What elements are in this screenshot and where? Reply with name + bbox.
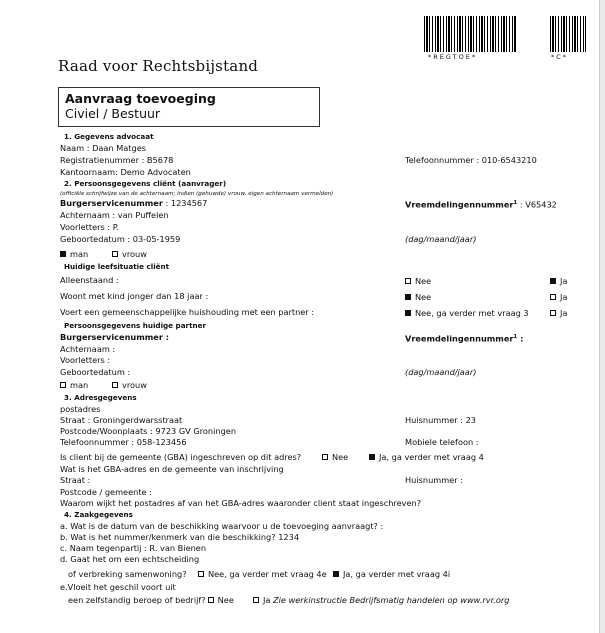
- gba-postcode: Postcode / gemeente :: [60, 487, 152, 497]
- adres-straat: Straat : Groningerdwarsstraat: [60, 415, 183, 425]
- checkbox-bedrijf-ja[interactable]: [253, 597, 259, 603]
- zaak-b: b. Wat is het nummer/kenmerk van die beschikking? 1234: [60, 532, 300, 542]
- section1-heading: 1. Gegevens advocaat: [64, 132, 154, 141]
- alleenstaand-ja[interactable]: Ja: [550, 276, 567, 286]
- title-box: [58, 87, 320, 127]
- form-subtitle: Civiel / Bestuur: [65, 106, 161, 121]
- checkbox-kind-nee[interactable]: [405, 294, 411, 300]
- partner-date-format: (dag/maand/jaar): [405, 367, 477, 377]
- gba-straat: Straat :: [60, 475, 91, 485]
- checkbox-gba-nee[interactable]: [322, 454, 328, 460]
- adres-postcode: Postcode/Woonplaats : 9723 GV Groningen: [60, 426, 237, 436]
- kind-label: Woont met kind jonger dan 18 jaar :: [60, 291, 209, 301]
- partner-ja[interactable]: Ja: [550, 308, 567, 318]
- form-title: Aanvraag toevoeging: [65, 91, 216, 106]
- zaak-d2: of verbreking samenwoning?: [68, 569, 187, 579]
- gba-question: Is client bij de gemeente (GBA) ingeschreven op dit adres?: [60, 452, 302, 462]
- advocaat-naam: Naam : Daan Matges: [60, 143, 147, 153]
- postadres-label: postadres: [60, 404, 101, 414]
- section2-note: (officiële schrijfwijze van de achternaam; indien (gehuwde) vrouw, eigen achternaam vermelden): [60, 191, 334, 197]
- adres-telefoon: Telefoonnummer : 058-123456: [60, 437, 187, 447]
- zaak-d-nee[interactable]: Nee, ga verder met vraag 4e: [198, 569, 327, 579]
- gba-ja[interactable]: Ja, ga verder met vraag 4: [369, 452, 484, 462]
- partner-achternaam: Achternaam :: [60, 344, 116, 354]
- checkbox-partner-nee[interactable]: [405, 310, 411, 316]
- checkbox-echtscheiding-ja[interactable]: [333, 571, 339, 577]
- partner-voorletters: Voorletters :: [60, 355, 111, 365]
- checkbox-vrouw[interactable]: [112, 251, 118, 257]
- advocaat-kantoor: Kantoornaam: Demo Advocaten: [60, 167, 191, 177]
- barcode-right: [550, 14, 586, 52]
- checkbox-echtscheiding-nee[interactable]: [198, 571, 204, 577]
- gba-nee[interactable]: Nee: [322, 452, 348, 462]
- barcode-right-caption: *C*: [551, 53, 569, 61]
- checkbox-alleenstaand-ja[interactable]: [550, 278, 556, 284]
- partner-bsn: Burgerservicenummer :: [60, 332, 170, 342]
- barcode-left: [424, 14, 516, 52]
- kind-ja[interactable]: Ja: [550, 292, 567, 302]
- partner-vreemdelingennummer: Vreemdelingennummer$^1$ :: [405, 333, 524, 344]
- client-bsn: Burgerservicenummer : 1234567: [60, 198, 208, 208]
- checkbox-partner-ja[interactable]: [550, 310, 556, 316]
- partner-gender-man[interactable]: man: [60, 380, 88, 390]
- client-gender-vrouw[interactable]: vrouw: [112, 249, 147, 259]
- zaak-a: a. Wat is de datum van de beschikking waarvoor u de toevoeging aanvraagt? :: [60, 521, 384, 531]
- adres-huisnummer: Huisnummer : 23: [405, 415, 477, 425]
- partner-geboortedatum: Geboortedatum :: [60, 367, 131, 377]
- partner-nee[interactable]: Nee, ga verder met vraag 3: [405, 308, 529, 318]
- zaak-e2: een zelfstandig beroep of bedrijf? Nee: [68, 595, 234, 605]
- section2-heading: 2. Persoonsgegevens cliënt (aanvrager): [64, 179, 227, 188]
- advocaat-telefoon: Telefoonnummer : 010-6543210: [405, 155, 537, 165]
- gba-huisnummer: Huisnummer :: [405, 475, 463, 485]
- checkbox-man[interactable]: [60, 251, 66, 257]
- logo: Raad voor Rechtsbijstand: [58, 57, 259, 75]
- client-vreemdelingennummer: Vreemdelingennummer$^1$ : V65432: [405, 199, 557, 210]
- checkbox-gba-ja[interactable]: [369, 454, 375, 460]
- checkbox-kind-ja[interactable]: [550, 294, 556, 300]
- zaak-d: d. Gaat het om een echtscheiding: [60, 554, 200, 564]
- alleenstaand-label: Alleenstaand :: [60, 275, 119, 285]
- partner-heading: Persoonsgegevens huidige partner: [64, 321, 207, 330]
- kind-nee[interactable]: Nee: [405, 292, 431, 302]
- gba-waarom: Waarom wijkt het postadres af van het GBA-adres waaronder client staat ingeschreven?: [60, 498, 422, 508]
- checkbox-alleenstaand-nee[interactable]: [405, 278, 411, 284]
- partner-gender-vrouw[interactable]: vrouw: [112, 380, 147, 390]
- zaak-d-ja[interactable]: Ja, ga verder met vraag 4i: [333, 569, 450, 579]
- barcode-left-caption: *REGTOE*: [428, 53, 478, 61]
- client-achternaam: Achternaam : van Puffelen: [60, 210, 169, 220]
- client-date-format: (dag/maand/jaar): [405, 234, 477, 244]
- adres-mobiel: Mobiele telefoon :: [405, 437, 479, 447]
- partner-label: Voert een gemeenschappelijke huishouding met een partner :: [60, 307, 315, 317]
- checkbox-partner-vrouw[interactable]: [112, 382, 118, 388]
- werkinstructie-link[interactable]: Zie werkinstructie Bedrijfsmatig handelen op www.rvr.org: [273, 595, 510, 605]
- advocaat-registratie: Registratienummer : B5678: [60, 155, 174, 165]
- checkbox-partner-man[interactable]: [60, 382, 66, 388]
- client-gender-man[interactable]: man: [60, 249, 88, 259]
- checkbox-bedrijf-nee[interactable]: [208, 597, 214, 603]
- client-geboortedatum: Geboortedatum : 03-05-1959: [60, 234, 181, 244]
- zaak-e-ja[interactable]: Ja Zie werkinstructie Bedrijfsmatig handelen op www.rvr.org: [253, 595, 509, 605]
- section4-heading: 4. Zaakgegevens: [64, 510, 133, 519]
- zaak-c: c. Naam tegenpartij : R. van Bienen: [60, 543, 207, 553]
- section3-heading: 3. Adresgegevens: [64, 393, 137, 402]
- leefsituatie-heading: Huidige leefsituatie cliënt: [64, 262, 170, 271]
- gba-adres-label: Wat is het GBA-adres en de gemeente van inschrijving: [60, 464, 284, 474]
- alleenstaand-nee[interactable]: Nee: [405, 276, 431, 286]
- client-voorletters: Voorletters : P.: [60, 222, 119, 232]
- zaak-e: e.Vloeit het geschil voort uit: [60, 582, 176, 592]
